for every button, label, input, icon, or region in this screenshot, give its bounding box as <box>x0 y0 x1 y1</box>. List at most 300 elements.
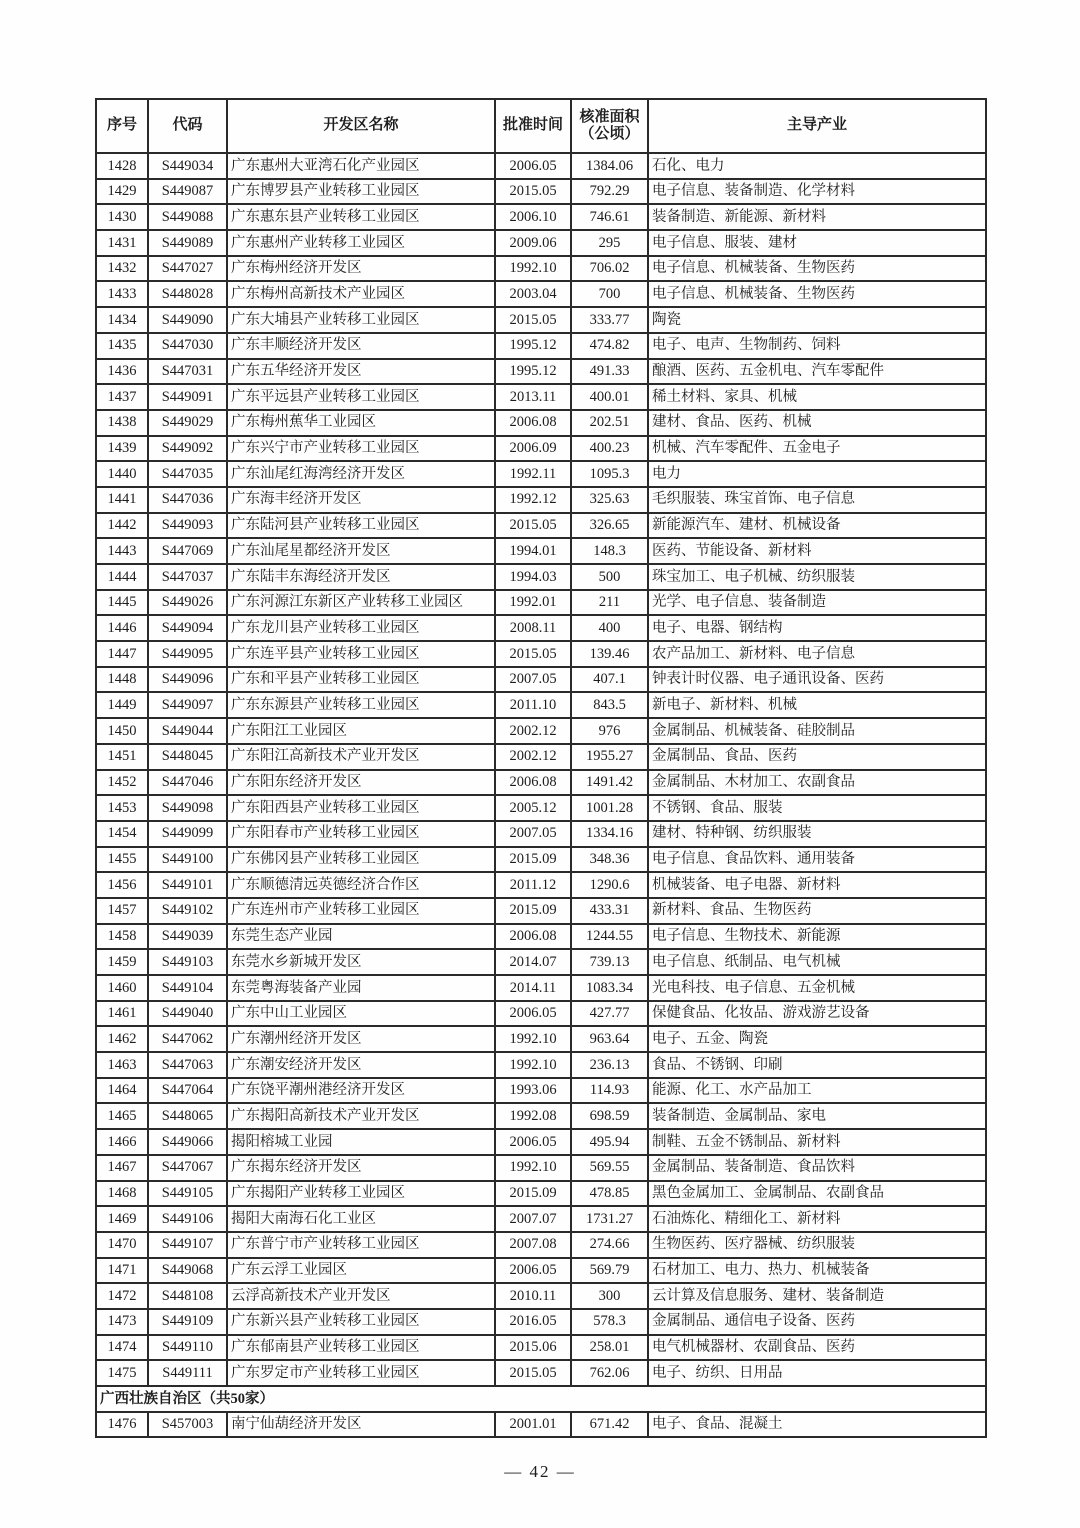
cell-seq: 1436 <box>96 359 148 385</box>
cell-date: 2006.05 <box>495 1258 571 1284</box>
cell-seq: 1443 <box>96 538 148 564</box>
cell-date: 1994.03 <box>495 564 571 590</box>
cell-code: S449105 <box>148 1181 227 1207</box>
cell-code: S448065 <box>148 1103 227 1129</box>
column-header-industry: 主导产业 <box>648 99 986 153</box>
cell-seq: 1451 <box>96 744 148 770</box>
table-row <box>96 1206 986 1232</box>
cell-date: 2006.05 <box>495 1001 571 1027</box>
table-row <box>96 847 986 873</box>
cell-seq: 1453 <box>96 795 148 821</box>
table-row <box>96 1309 986 1335</box>
section-header-label: 广西壮族自治区（共50家） <box>96 1386 986 1412</box>
table-row <box>96 872 986 898</box>
cell-code: S449066 <box>148 1129 227 1155</box>
cell-industry: 电子信息、机械装备、生物医药 <box>648 256 986 282</box>
cell-area: 333.77 <box>571 307 648 333</box>
cell-date: 2006.08 <box>495 924 571 950</box>
cell-code: S449093 <box>148 513 227 539</box>
cell-industry: 石油炼化、精细化工、新材料 <box>648 1206 986 1232</box>
cell-date: 2006.10 <box>495 204 571 230</box>
cell-seq: 1475 <box>96 1360 148 1386</box>
cell-code: S449029 <box>148 410 227 436</box>
cell-date: 2015.09 <box>495 847 571 873</box>
column-header-code: 代码 <box>148 99 227 153</box>
cell-code: S449040 <box>148 1001 227 1027</box>
cell-seq: 1456 <box>96 872 148 898</box>
table-header-row <box>96 99 986 153</box>
column-header-seq: 序号 <box>96 99 148 153</box>
cell-code: S447046 <box>148 770 227 796</box>
cell-seq: 1473 <box>96 1309 148 1335</box>
table-row <box>96 718 986 744</box>
cell-code: S449088 <box>148 204 227 230</box>
cell-industry: 电子、食品、混凝土 <box>648 1412 986 1438</box>
cell-area: 792.29 <box>571 179 648 205</box>
cell-name: 广东阳春市产业转移工业园区 <box>227 821 495 847</box>
cell-date: 2005.12 <box>495 795 571 821</box>
cell-date: 1995.12 <box>495 359 571 385</box>
cell-name: 广东云浮工业园区 <box>227 1258 495 1284</box>
cell-area: 348.36 <box>571 847 648 873</box>
cell-area: 148.3 <box>571 538 648 564</box>
cell-seq: 1437 <box>96 384 148 410</box>
table-row <box>96 641 986 667</box>
table-row <box>96 975 986 1001</box>
cell-industry: 石化、电力 <box>648 153 986 179</box>
cell-code: S449110 <box>148 1335 227 1361</box>
cell-area: 569.79 <box>571 1258 648 1284</box>
cell-date: 2007.05 <box>495 821 571 847</box>
cell-industry: 新电子、新材料、机械 <box>648 692 986 718</box>
cell-industry: 不锈钢、食品、服装 <box>648 795 986 821</box>
cell-seq: 1441 <box>96 487 148 513</box>
cell-date: 1992.10 <box>495 1155 571 1181</box>
table-row <box>96 1412 986 1438</box>
cell-industry: 电子信息、服装、建材 <box>648 230 986 256</box>
table-row <box>96 1335 986 1361</box>
cell-seq: 1435 <box>96 333 148 359</box>
cell-name: 广东阳东经济开发区 <box>227 770 495 796</box>
cell-code: S447027 <box>148 256 227 282</box>
cell-industry: 酿酒、医药、五金机电、汽车零配件 <box>648 359 986 385</box>
cell-area: 843.5 <box>571 692 648 718</box>
cell-seq: 1440 <box>96 461 148 487</box>
column-header-area <box>571 99 648 153</box>
table-row <box>96 1001 986 1027</box>
cell-date: 2014.11 <box>495 975 571 1001</box>
cell-code: S447031 <box>148 359 227 385</box>
cell-code: S449068 <box>148 1258 227 1284</box>
cell-code: S449039 <box>148 924 227 950</box>
cell-area: 1384.06 <box>571 153 648 179</box>
cell-seq: 1442 <box>96 513 148 539</box>
table-row <box>96 513 986 539</box>
cell-name: 广东揭东经济开发区 <box>227 1155 495 1181</box>
cell-name: 广东河源江东新区产业转移工业园区 <box>227 590 495 616</box>
cell-industry: 金属制品、食品、医药 <box>648 744 986 770</box>
cell-name: 广东揭阳高新技术产业开发区 <box>227 1103 495 1129</box>
cell-name: 广东罗定市产业转移工业园区 <box>227 1360 495 1386</box>
column-header-name: 开发区名称 <box>227 99 495 153</box>
cell-name: 广东惠州产业转移工业园区 <box>227 230 495 256</box>
cell-seq: 1467 <box>96 1155 148 1181</box>
cell-area: 407.1 <box>571 667 648 693</box>
cell-name: 广东潮安经济开发区 <box>227 1052 495 1078</box>
cell-industry: 农产品加工、新材料、电子信息 <box>648 641 986 667</box>
cell-date: 2002.12 <box>495 718 571 744</box>
cell-date: 2011.12 <box>495 872 571 898</box>
cell-name: 广东普宁市产业转移工业园区 <box>227 1232 495 1258</box>
table-row <box>96 204 986 230</box>
cell-industry: 金属制品、木材加工、农副食品 <box>648 770 986 796</box>
cell-date: 2001.01 <box>495 1412 571 1438</box>
cell-area: 211 <box>571 590 648 616</box>
cell-seq: 1460 <box>96 975 148 1001</box>
cell-date: 2015.05 <box>495 307 571 333</box>
cell-date: 1992.11 <box>495 461 571 487</box>
cell-area: 1095.3 <box>571 461 648 487</box>
cell-name: 广东汕尾红海湾经济开发区 <box>227 461 495 487</box>
cell-area: 671.42 <box>571 1412 648 1438</box>
cell-date: 2015.05 <box>495 513 571 539</box>
section-header-row <box>96 1386 986 1412</box>
cell-seq: 1438 <box>96 410 148 436</box>
cell-area: 326.65 <box>571 513 648 539</box>
cell-industry: 电力 <box>648 461 986 487</box>
table-row <box>96 307 986 333</box>
cell-area: 433.31 <box>571 898 648 924</box>
cell-name: 广东惠东县产业转移工业园区 <box>227 204 495 230</box>
cell-date: 1992.10 <box>495 1026 571 1052</box>
cell-name: 广东梅州经济开发区 <box>227 256 495 282</box>
cell-seq: 1428 <box>96 153 148 179</box>
cell-area: 976 <box>571 718 648 744</box>
cell-industry: 医药、节能设备、新材料 <box>648 538 986 564</box>
cell-industry: 黑色金属加工、金属制品、农副食品 <box>648 1181 986 1207</box>
cell-industry: 新能源汽车、建材、机械设备 <box>648 513 986 539</box>
cell-name: 广东梅州蕉华工业园区 <box>227 410 495 436</box>
cell-name: 广东连州市产业转移工业园区 <box>227 898 495 924</box>
cell-date: 2007.07 <box>495 1206 571 1232</box>
cell-seq: 1445 <box>96 590 148 616</box>
cell-area: 1334.16 <box>571 821 648 847</box>
cell-code: S449098 <box>148 795 227 821</box>
cell-name: 广东东源县产业转移工业园区 <box>227 692 495 718</box>
cell-name: 广东梅州高新技术产业园区 <box>227 281 495 307</box>
cell-date: 2002.12 <box>495 744 571 770</box>
cell-seq: 1470 <box>96 1232 148 1258</box>
cell-name: 揭阳榕城工业园 <box>227 1129 495 1155</box>
table-row <box>96 1129 986 1155</box>
cell-name: 广东连平县产业转移工业园区 <box>227 641 495 667</box>
cell-seq: 1432 <box>96 256 148 282</box>
cell-seq: 1444 <box>96 564 148 590</box>
cell-code: S449099 <box>148 821 227 847</box>
cell-name: 广东饶平潮州港经济开发区 <box>227 1078 495 1104</box>
cell-code: S449106 <box>148 1206 227 1232</box>
cell-area: 400.01 <box>571 384 648 410</box>
table-row <box>96 179 986 205</box>
cell-code: S447067 <box>148 1155 227 1181</box>
table-row <box>96 1181 986 1207</box>
cell-area: 1244.55 <box>571 924 648 950</box>
table-row <box>96 1078 986 1104</box>
cell-date: 2010.11 <box>495 1283 571 1309</box>
table-row <box>96 1283 986 1309</box>
cell-code: S449087 <box>148 179 227 205</box>
table-row <box>96 564 986 590</box>
cell-name: 广东潮州经济开发区 <box>227 1026 495 1052</box>
cell-seq: 1465 <box>96 1103 148 1129</box>
table-row <box>96 1103 986 1129</box>
cell-date: 1992.10 <box>495 256 571 282</box>
cell-date: 2007.08 <box>495 1232 571 1258</box>
table-row <box>96 230 986 256</box>
cell-name: 广东陆丰东海经济开发区 <box>227 564 495 590</box>
cell-seq: 1474 <box>96 1335 148 1361</box>
table-row <box>96 949 986 975</box>
cell-name: 广东博罗县产业转移工业园区 <box>227 179 495 205</box>
cell-area: 1491.42 <box>571 770 648 796</box>
cell-date: 2016.05 <box>495 1309 571 1335</box>
page-number: — 42 — <box>504 1462 576 1481</box>
cell-industry: 电子信息、食品饮料、通用装备 <box>648 847 986 873</box>
cell-industry: 能源、化工、水产品加工 <box>648 1078 986 1104</box>
cell-date: 2015.09 <box>495 898 571 924</box>
cell-area: 491.33 <box>571 359 648 385</box>
cell-industry: 金属制品、机械装备、硅胶制品 <box>648 718 986 744</box>
table-row <box>96 692 986 718</box>
cell-area: 427.77 <box>571 1001 648 1027</box>
table-row <box>96 667 986 693</box>
cell-seq: 1472 <box>96 1283 148 1309</box>
cell-area: 295 <box>571 230 648 256</box>
cell-code: S449107 <box>148 1232 227 1258</box>
cell-name: 广东丰顺经济开发区 <box>227 333 495 359</box>
cell-name: 广东陆河县产业转移工业园区 <box>227 513 495 539</box>
cell-name: 广东顺德清远英德经济合作区 <box>227 872 495 898</box>
cell-date: 2013.11 <box>495 384 571 410</box>
table-row <box>96 924 986 950</box>
cell-area: 258.01 <box>571 1335 648 1361</box>
table-row <box>96 1026 986 1052</box>
table-row <box>96 821 986 847</box>
cell-code: S449094 <box>148 615 227 641</box>
cell-date: 2015.05 <box>495 179 571 205</box>
cell-name: 广东汕尾星都经济开发区 <box>227 538 495 564</box>
cell-seq: 1463 <box>96 1052 148 1078</box>
column-header-area-line2: （公顷） <box>579 126 640 142</box>
cell-area: 300 <box>571 1283 648 1309</box>
cell-seq: 1452 <box>96 770 148 796</box>
cell-industry: 云计算及信息服务、建材、装备制造 <box>648 1283 986 1309</box>
cell-seq: 1461 <box>96 1001 148 1027</box>
development-zones-table <box>95 98 987 1438</box>
cell-code: S448028 <box>148 281 227 307</box>
cell-area: 739.13 <box>571 949 648 975</box>
table-row <box>96 898 986 924</box>
cell-name: 广东揭阳产业转移工业园区 <box>227 1181 495 1207</box>
cell-area: 706.02 <box>571 256 648 282</box>
cell-industry: 电子、电器、钢结构 <box>648 615 986 641</box>
table-row <box>96 1155 986 1181</box>
cell-code: S447064 <box>148 1078 227 1104</box>
cell-name: 广东大埔县产业转移工业园区 <box>227 307 495 333</box>
table-row <box>96 744 986 770</box>
cell-industry: 装备制造、新能源、新材料 <box>648 204 986 230</box>
cell-code: S449089 <box>148 230 227 256</box>
cell-seq: 1430 <box>96 204 148 230</box>
cell-area: 762.06 <box>571 1360 648 1386</box>
cell-date: 1992.10 <box>495 1052 571 1078</box>
cell-industry: 金属制品、装备制造、食品饮料 <box>648 1155 986 1181</box>
cell-code: S449044 <box>148 718 227 744</box>
cell-area: 1290.6 <box>571 872 648 898</box>
table-row <box>96 256 986 282</box>
cell-date: 2015.09 <box>495 1181 571 1207</box>
cell-area: 139.46 <box>571 641 648 667</box>
table-row <box>96 487 986 513</box>
cell-industry: 保健食品、化妆品、游戏游艺设备 <box>648 1001 986 1027</box>
cell-industry: 食品、不锈钢、印刷 <box>648 1052 986 1078</box>
table-row <box>96 1232 986 1258</box>
cell-seq: 1448 <box>96 667 148 693</box>
cell-area: 400.23 <box>571 436 648 462</box>
cell-industry: 建材、食品、医药、机械 <box>648 410 986 436</box>
cell-date: 1994.01 <box>495 538 571 564</box>
cell-industry: 电子、电声、生物制药、饲料 <box>648 333 986 359</box>
cell-industry: 电子信息、装备制造、化学材料 <box>648 179 986 205</box>
cell-name: 东莞生态产业园 <box>227 924 495 950</box>
cell-seq: 1455 <box>96 847 148 873</box>
cell-area: 746.61 <box>571 204 648 230</box>
cell-name: 东莞水乡新城开发区 <box>227 949 495 975</box>
cell-area: 478.85 <box>571 1181 648 1207</box>
table-row <box>96 770 986 796</box>
cell-name: 广东郁南县产业转移工业园区 <box>227 1335 495 1361</box>
cell-industry: 光学、电子信息、装备制造 <box>648 590 986 616</box>
cell-area: 500 <box>571 564 648 590</box>
cell-date: 1992.08 <box>495 1103 571 1129</box>
table-row <box>96 359 986 385</box>
table-row <box>96 1052 986 1078</box>
cell-area: 325.63 <box>571 487 648 513</box>
cell-code: S449104 <box>148 975 227 1001</box>
cell-seq: 1459 <box>96 949 148 975</box>
cell-name: 广东阳江高新技术产业开发区 <box>227 744 495 770</box>
cell-area: 114.93 <box>571 1078 648 1104</box>
cell-area: 400 <box>571 615 648 641</box>
table-row <box>96 1258 986 1284</box>
table-row <box>96 153 986 179</box>
cell-seq: 1439 <box>96 436 148 462</box>
cell-seq: 1462 <box>96 1026 148 1052</box>
cell-seq: 1468 <box>96 1181 148 1207</box>
cell-date: 1995.12 <box>495 333 571 359</box>
cell-code: S447030 <box>148 333 227 359</box>
cell-seq: 1434 <box>96 307 148 333</box>
cell-seq: 1466 <box>96 1129 148 1155</box>
column-header-date: 批准时间 <box>495 99 571 153</box>
cell-area: 236.13 <box>571 1052 648 1078</box>
cell-code: S449111 <box>148 1360 227 1386</box>
cell-code: S449100 <box>148 847 227 873</box>
cell-date: 1992.12 <box>495 487 571 513</box>
cell-date: 2006.08 <box>495 410 571 436</box>
cell-code: S447037 <box>148 564 227 590</box>
table-row <box>96 384 986 410</box>
cell-code: S449103 <box>148 949 227 975</box>
cell-code: S449026 <box>148 590 227 616</box>
table-row <box>96 281 986 307</box>
cell-industry: 电子、五金、陶瓷 <box>648 1026 986 1052</box>
cell-industry: 装备制造、金属制品、家电 <box>648 1103 986 1129</box>
cell-code: S457003 <box>148 1412 227 1438</box>
cell-seq: 1431 <box>96 230 148 256</box>
cell-area: 1001.28 <box>571 795 648 821</box>
cell-area: 1955.27 <box>571 744 648 770</box>
cell-industry: 光电科技、电子信息、五金机械 <box>648 975 986 1001</box>
cell-seq: 1450 <box>96 718 148 744</box>
cell-area: 578.3 <box>571 1309 648 1335</box>
cell-code: S447069 <box>148 538 227 564</box>
cell-seq: 1471 <box>96 1258 148 1284</box>
cell-name: 揭阳大南海石化工业区 <box>227 1206 495 1232</box>
cell-area: 569.55 <box>571 1155 648 1181</box>
cell-date: 2015.05 <box>495 1360 571 1386</box>
cell-code: S447035 <box>148 461 227 487</box>
cell-name: 南宁仙葫经济开发区 <box>227 1412 495 1438</box>
cell-date: 2011.10 <box>495 692 571 718</box>
cell-industry: 稀土材料、家具、机械 <box>648 384 986 410</box>
cell-name: 广东阳西县产业转移工业园区 <box>227 795 495 821</box>
cell-date: 2003.04 <box>495 281 571 307</box>
table-row <box>96 795 986 821</box>
table-row <box>96 333 986 359</box>
cell-name: 广东和平县产业转移工业园区 <box>227 667 495 693</box>
cell-code: S447062 <box>148 1026 227 1052</box>
cell-code: S449095 <box>148 641 227 667</box>
cell-code: S449109 <box>148 1309 227 1335</box>
cell-date: 2006.05 <box>495 1129 571 1155</box>
cell-industry: 电子信息、生物技术、新能源 <box>648 924 986 950</box>
cell-name: 广东龙川县产业转移工业园区 <box>227 615 495 641</box>
cell-date: 2014.07 <box>495 949 571 975</box>
cell-code: S449034 <box>148 153 227 179</box>
cell-code: S449096 <box>148 667 227 693</box>
cell-industry: 陶瓷 <box>648 307 986 333</box>
cell-name: 广东平远县产业转移工业园区 <box>227 384 495 410</box>
table-row <box>96 590 986 616</box>
cell-area: 698.59 <box>571 1103 648 1129</box>
cell-seq: 1433 <box>96 281 148 307</box>
cell-industry: 生物医药、医疗器械、纺织服装 <box>648 1232 986 1258</box>
cell-code: S449101 <box>148 872 227 898</box>
cell-name: 广东阳江工业园区 <box>227 718 495 744</box>
cell-industry: 电子信息、纸制品、电气机械 <box>648 949 986 975</box>
cell-name: 云浮高新技术产业开发区 <box>227 1283 495 1309</box>
column-header-area-line1: 核准面积 <box>579 108 640 125</box>
table-row <box>96 461 986 487</box>
cell-name: 广东五华经济开发区 <box>227 359 495 385</box>
cell-seq: 1454 <box>96 821 148 847</box>
cell-area: 700 <box>571 281 648 307</box>
cell-code: S449097 <box>148 692 227 718</box>
cell-industry: 电子信息、机械装备、生物医药 <box>648 281 986 307</box>
cell-date: 2006.08 <box>495 770 571 796</box>
cell-code: S447063 <box>148 1052 227 1078</box>
